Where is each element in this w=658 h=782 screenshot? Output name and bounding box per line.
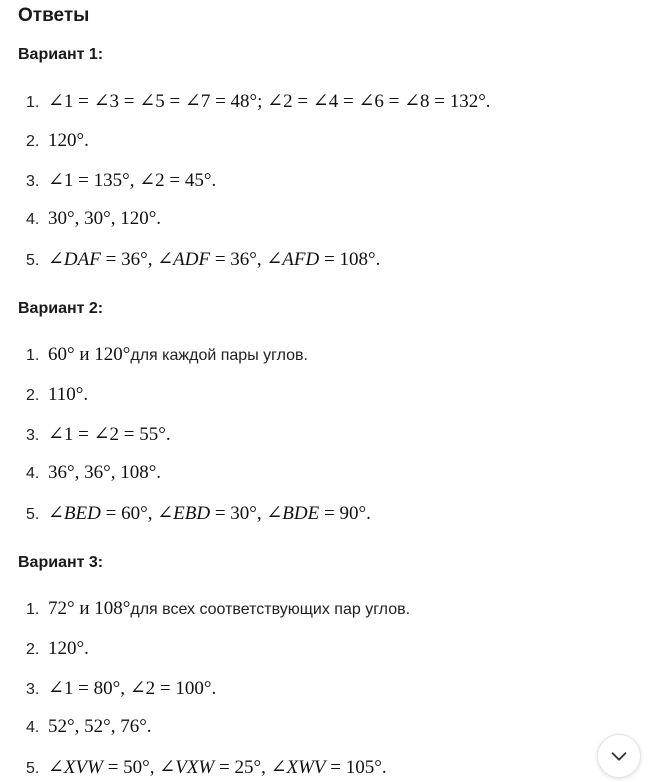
item-number: 1. <box>26 347 40 364</box>
item-number: 3. <box>26 173 40 190</box>
item-math: 110°. <box>48 384 89 405</box>
page-title: Ответы <box>18 5 90 26</box>
item-text: для всех соответствующих пар углов. <box>130 601 411 618</box>
item-math: 72° и 108° <box>48 598 131 619</box>
item-math: 30°, 30°, 120°. <box>48 208 162 229</box>
item-math: ∠DAF = 36°, ∠ADF = 36°, ∠AFD = 108°. <box>48 249 381 270</box>
item-text: для каждой пары углов. <box>130 347 308 364</box>
answer-item <box>26 248 380 274</box>
item-math: ∠BED = 60°, ∠EBD = 30°, ∠BDE = 90°. <box>48 503 371 524</box>
variant-2-heading: Вариант 2: <box>18 300 104 317</box>
item-number: 3. <box>26 427 40 444</box>
item-math: ∠1 = ∠3 = ∠5 = ∠7 = 48°; ∠2 = ∠4 = ∠6 = ∠8 = 132°. <box>48 91 491 112</box>
answer-item <box>26 169 216 195</box>
variant-3-heading: Вариант 3: <box>18 554 104 571</box>
variant-1-heading: Вариант 1: <box>18 46 104 63</box>
item-number: 4. <box>26 719 40 736</box>
item-math: ∠1 = ∠2 = 55°. <box>48 424 171 445</box>
item-number: 2. <box>26 641 40 658</box>
item-math: 36°, 36°, 108°. <box>48 462 162 483</box>
answer-item <box>26 208 161 234</box>
scroll-down-button[interactable] <box>597 734 641 778</box>
item-number: 1. <box>26 601 40 618</box>
item-math: ∠XVW = 50°, ∠VXW = 25°, ∠XWV = 105°. <box>48 757 387 778</box>
item-math: 120°. <box>48 638 89 659</box>
item-number: 5. <box>26 252 40 269</box>
answer-item <box>26 130 89 156</box>
item-number: 5. <box>26 760 40 777</box>
answer-item <box>26 384 88 410</box>
item-math: 52°, 52°, 76°. <box>48 716 152 737</box>
answer-item <box>26 756 387 782</box>
item-number: 2. <box>26 387 40 404</box>
answer-item <box>26 502 371 528</box>
answer-item <box>26 598 410 624</box>
item-number: 1. <box>26 94 40 111</box>
answer-item <box>26 462 161 488</box>
answer-item <box>26 90 491 116</box>
item-number: 2. <box>26 133 40 150</box>
item-math: ∠1 = 135°, ∠2 = 45°. <box>48 170 217 191</box>
item-number: 4. <box>26 465 40 482</box>
item-number: 4. <box>26 211 40 228</box>
answer-item <box>26 344 308 370</box>
answer-item <box>26 677 216 703</box>
answer-item <box>26 638 89 664</box>
chevron-down-icon <box>608 745 630 767</box>
answer-item <box>26 423 171 449</box>
item-math: 60° и 120° <box>48 344 131 365</box>
item-number: 5. <box>26 506 40 523</box>
item-math: ∠1 = 80°, ∠2 = 100°. <box>48 678 217 699</box>
answer-item <box>26 716 152 742</box>
item-math: 120°. <box>48 130 89 151</box>
item-number: 3. <box>26 681 40 698</box>
